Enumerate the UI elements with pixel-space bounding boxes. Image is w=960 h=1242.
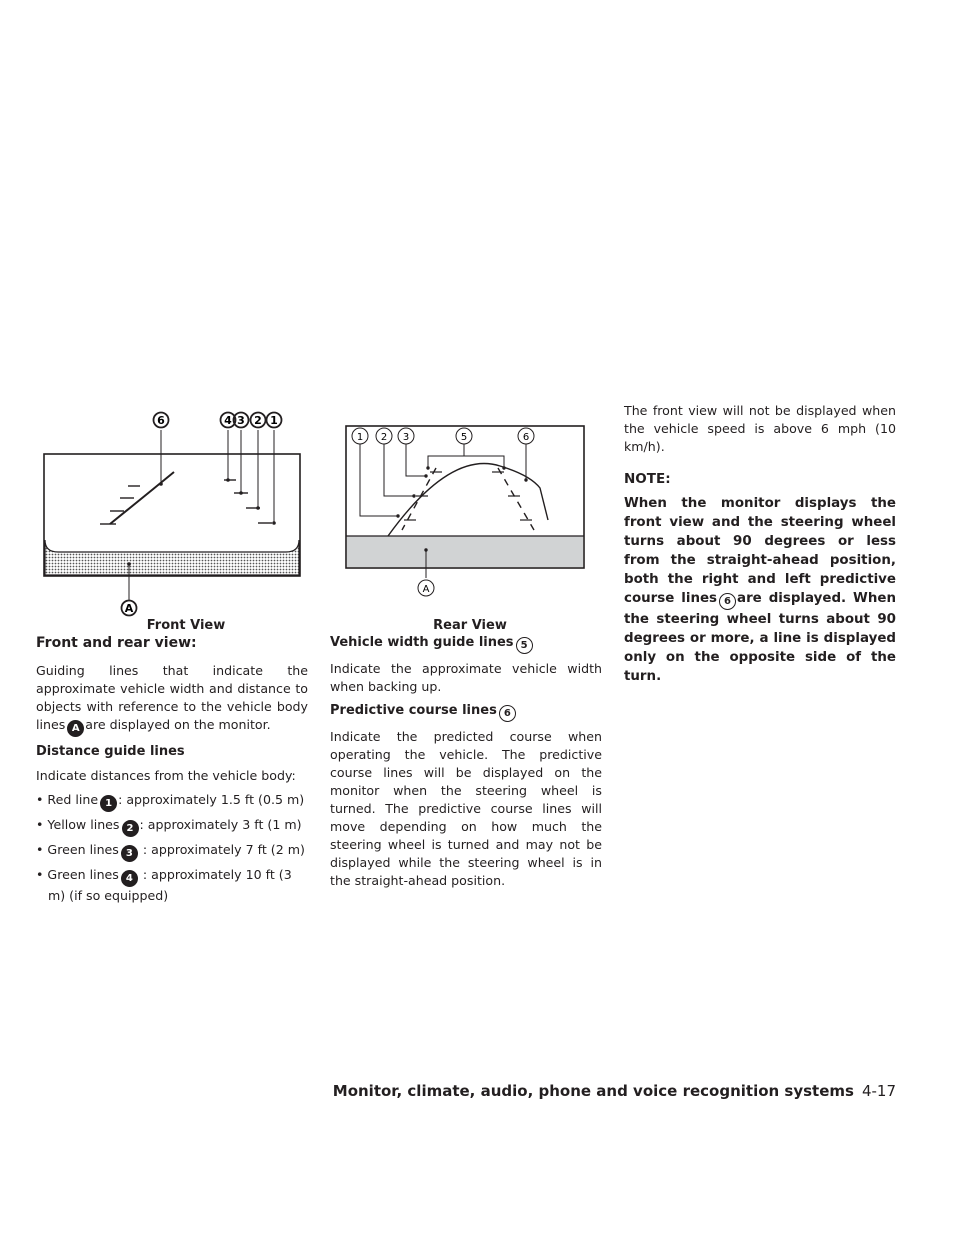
intro-text-a: Guiding lines that indicate the approximate vehicle width and distance to objects with reference to the vehicle body lines xyxy=(36,663,308,732)
page-number: 4-17 xyxy=(861,1082,896,1100)
list-item xyxy=(36,791,308,812)
note-body xyxy=(624,494,896,686)
rear-view-diagram xyxy=(340,420,592,602)
item-text: : approximately 10 ft (3 m) (if so equipped) xyxy=(48,867,292,903)
item-text: : approximately 1.5 ft (0.5 m) xyxy=(118,792,305,807)
front-callout-a: A xyxy=(124,602,134,615)
item-text: : approximately 3 ft (1 m) xyxy=(139,817,302,832)
list-item xyxy=(36,841,308,862)
front-callout-1: 1 xyxy=(270,414,278,427)
note-text-a: When the monitor displays the front view and the steering wheel turns about 90 degrees or less from the straight-ahead position, both the right and left predictive course lines xyxy=(624,496,896,606)
marker-4: 4 xyxy=(121,870,138,887)
column-3 xyxy=(624,402,896,692)
page-footer xyxy=(333,1082,896,1100)
marker-a: A xyxy=(67,720,84,737)
front-callout-3: 3 xyxy=(237,414,245,427)
distance-intro: Indicate distances from the vehicle body: xyxy=(36,768,296,783)
front-view-speed-text: The front view will not be displayed when the vehicle speed is above 6 mph (10 km/h). xyxy=(624,403,896,454)
item-prefix: • Yellow lines xyxy=(36,817,120,832)
rear-callout-5: 5 xyxy=(460,432,468,443)
rear-callout-3: 3 xyxy=(402,432,410,443)
course-lines-text: Indicate the predicted course when operating the vehicle. The predictive course lines will be displayed on the monitor when the steering wheel is turned. The predictive course lines will move depending on how much the steering wheel is turned and may not be displayed while the steering wheel is in the straight-ahead position. xyxy=(330,729,602,888)
item-text: : approximately 7 ft (2 m) xyxy=(138,842,305,857)
intro-paragraph xyxy=(36,662,308,737)
column-2 xyxy=(330,634,602,896)
marker-6: 6 xyxy=(499,705,516,722)
rear-callout-2: 2 xyxy=(380,432,388,443)
marker-6: 6 xyxy=(719,593,736,610)
marker-5: 5 xyxy=(516,637,533,654)
item-prefix: • Green lines xyxy=(36,867,119,882)
front-callout-4: 4 xyxy=(224,414,232,427)
marker-2: 2 xyxy=(122,820,139,837)
course-lines-heading xyxy=(330,702,602,722)
footer-chapter-title: Monitor, climate, audio, phone and voice recognition systems xyxy=(332,1082,854,1100)
front-view-diagram xyxy=(36,400,312,622)
rear-callout-1: 1 xyxy=(356,432,364,443)
intro-text-b: are displayed on the monitor. xyxy=(85,717,271,732)
front-view-caption: Front View xyxy=(146,618,226,633)
item-prefix: • Green lines xyxy=(36,842,119,857)
width-heading-text: Vehicle width guide lines xyxy=(330,635,514,650)
front-callout-2: 2 xyxy=(254,414,262,427)
section-heading: Front and rear view: xyxy=(36,635,197,651)
column-1 xyxy=(36,634,308,909)
rear-callout-a: A xyxy=(422,584,430,595)
rear-callout-6: 6 xyxy=(522,432,530,443)
width-guide-text: Indicate the approximate vehicle width when backing up. xyxy=(330,661,602,694)
rear-view-figure xyxy=(340,420,592,602)
marker-3: 3 xyxy=(121,845,138,862)
course-heading-text: Predictive course lines xyxy=(330,703,497,718)
list-item xyxy=(36,866,308,905)
list-item xyxy=(36,816,308,837)
rear-view-caption: Rear View xyxy=(433,618,507,633)
front-view-figure xyxy=(36,400,312,622)
distance-heading: Distance guide lines xyxy=(36,744,185,759)
note-text-b: are displayed. When the steering wheel turns about 90 degrees or more, a line is displayed only on the opposite side of the turn. xyxy=(624,591,896,684)
note-title: NOTE: xyxy=(624,471,671,487)
marker-1: 1 xyxy=(100,795,117,812)
front-callout-6: 6 xyxy=(157,414,165,427)
width-guide-heading xyxy=(330,634,602,654)
item-prefix: • Red line xyxy=(36,792,99,807)
